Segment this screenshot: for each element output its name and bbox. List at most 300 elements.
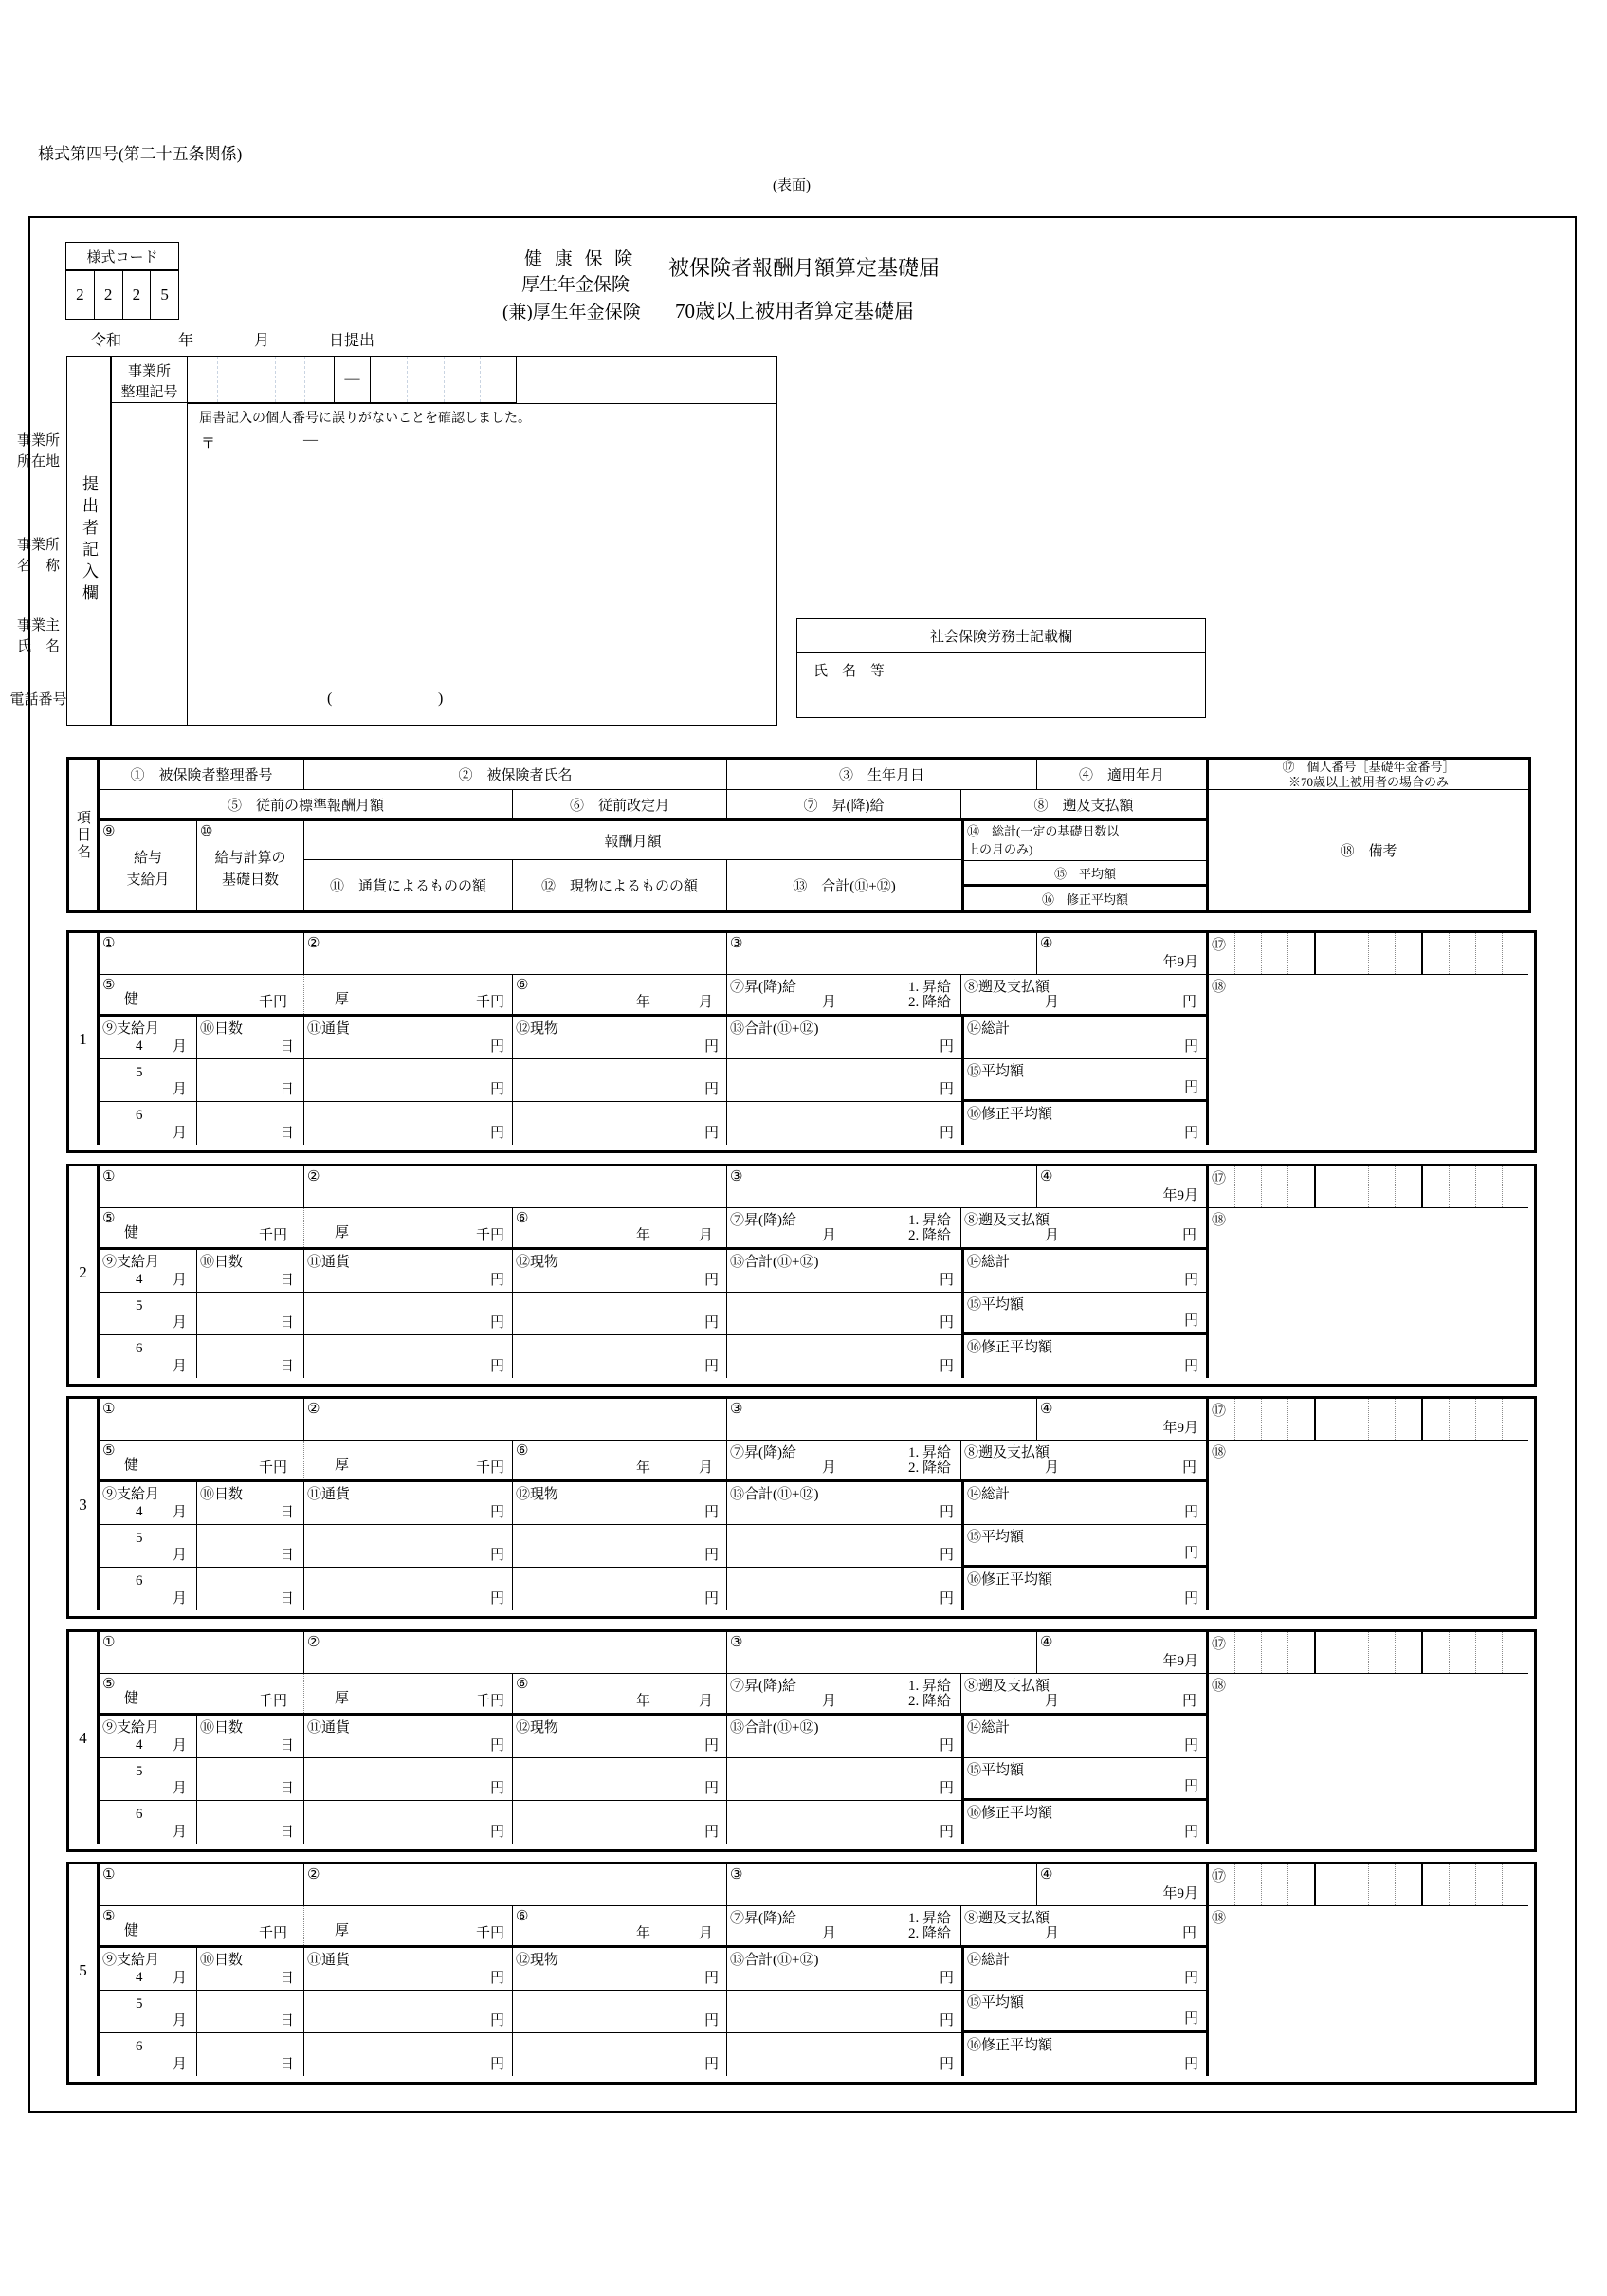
average-label: ⑮平均額 [967,1763,1025,1778]
record-block [66,1629,1537,1852]
retroactive-month-unit: 月 [1045,1926,1060,1941]
cell-previous-revision-label: ⑥ [516,1211,529,1226]
average-label: ⑮平均額 [967,1064,1025,1079]
cell-average[interactable] [961,1293,1209,1335]
form-code-cells [65,270,179,320]
cell-pay-month-4[interactable] [100,1017,197,1059]
cell-total-6[interactable] [727,2033,961,2076]
cell-previous-standard[interactable] [100,1674,513,1716]
cell-grand-total[interactable] [961,1017,1209,1059]
month-unit: 月 [172,1039,187,1055]
office-code-label-line2: 整理記号 [120,384,178,400]
cell-adjusted-average[interactable] [961,1335,1209,1378]
pension-amount-label: 厚 [335,992,350,1007]
cell-total-5[interactable] [727,1991,961,2033]
cell-salary-change[interactable] [727,975,961,1017]
cell-insured-name[interactable] [304,933,727,975]
cell-total-6[interactable] [727,1568,961,1610]
salary-change-month-unit: 月 [822,995,837,1010]
revision-month-unit: 月 [698,995,713,1010]
cell-inkind-6[interactable] [513,1102,727,1145]
cell-personal-number[interactable] [1209,933,1528,975]
day-unit: 日 [279,1082,294,1097]
revision-year-unit: 年 [636,1460,651,1476]
yen-unit: 円 [489,1082,504,1097]
cell-previous-revision[interactable] [513,975,727,1017]
form-number: 様式第四号(第二十五条関係) [38,145,243,163]
header-grand-total [961,821,1209,861]
cell-inkind-5[interactable] [513,1293,727,1335]
cell-total-4[interactable] [727,1482,961,1525]
cell-days-5[interactable] [197,1059,304,1102]
month-unit: 月 [172,1781,187,1796]
cell-remarks[interactable] [1209,1906,1528,2076]
labor-consultant-name-label: 氏 名 等 [813,664,886,679]
header-pay-month-line2: 支給月 [126,872,170,888]
cell-insured-name[interactable] [304,1864,727,1906]
yen-unit: 円 [703,2013,719,2029]
retroactive-yen-unit: 円 [1181,1694,1196,1709]
title-sub: 70歳以上被用者算定基礎届 [675,300,914,322]
cell-personal-number[interactable] [1209,1166,1528,1208]
submitter-label-column [111,356,188,726]
cell-apply-label: ④ [1040,936,1053,951]
side-label: (表面) [773,178,811,193]
cell-pay-month-6[interactable] [100,1568,197,1610]
month-unit: 月 [172,1315,187,1331]
month-unit: 月 [172,1359,187,1374]
month-5: 5 [136,1065,143,1080]
yen-unit: 円 [489,1781,504,1796]
cell-previous-standard[interactable] [100,975,513,1017]
cell-birthdate[interactable] [727,1399,1037,1441]
header-side-text: 項目名 [75,809,90,861]
cell-inkind-5[interactable] [513,1758,727,1801]
cell-insured-name-label: ② [307,1402,320,1417]
cell-average[interactable] [961,1758,1209,1801]
cell-retroactive-pay[interactable] [961,1674,1209,1716]
total-label: ⑬合計(⑪+⑫) [730,1021,819,1037]
cell-apply-yearmonth[interactable] [1037,1632,1209,1674]
yen-unit: 円 [703,1505,719,1520]
cell-retroactive-pay[interactable] [961,1441,1209,1482]
record-block [66,1164,1537,1387]
cell-birthdate[interactable] [727,1864,1037,1906]
title-ken-pension: (兼)厚生年金保険 [502,303,641,322]
cell-days-5[interactable] [197,1525,304,1568]
pay-month-label: ⑨支給月 [102,1255,160,1270]
cell-days-4[interactable] [197,1017,304,1059]
record-number: 4 [69,1632,100,1844]
grand-total-label: ⑭総計 [967,1021,1011,1037]
cell-total-5[interactable] [727,1758,961,1801]
cell-currency-4[interactable] [304,1482,513,1525]
cell-days-5[interactable] [197,1293,304,1335]
cell-adjusted-average[interactable] [961,1801,1209,1844]
cell-previous-standard-label: ⑤ [102,1909,116,1924]
salary-lower-option: 2. 降給 [907,1926,951,1941]
health-unit: 千円 [259,1694,288,1709]
month-unit: 月 [172,1505,187,1520]
date-year: 年 [178,333,194,349]
record-number: 2 [69,1166,100,1378]
cell-adjusted-average[interactable] [961,1568,1209,1610]
retroactive-yen-unit: 円 [1181,1926,1196,1941]
cell-inkind-5[interactable] [513,1991,727,2033]
office-name-label-line1: 事業所 [16,538,60,553]
column-header-table [66,757,1531,913]
yen-unit: 円 [703,1126,719,1141]
month-unit: 月 [172,1126,187,1141]
cell-apply-yearmonth[interactable] [1037,933,1209,975]
cell-insured-name[interactable] [304,1166,727,1208]
cell-previous-standard[interactable] [100,1208,513,1250]
yen-unit: 円 [1183,1738,1198,1754]
cell-inkind-4[interactable] [513,1716,727,1758]
cell-inkind-6[interactable] [513,1335,727,1378]
cell-apply-yearmonth[interactable] [1037,1864,1209,1906]
header-personal-number [1209,760,1528,790]
health-amount-label: 健 [124,1225,139,1240]
cell-remarks[interactable] [1209,1208,1528,1378]
cell-inkind-6[interactable] [513,1801,727,1844]
cell-pay-month-4[interactable] [100,1716,197,1758]
cell-retroactive-pay-label: ⑧遡及支払額 [964,980,1050,995]
cell-inkind-6[interactable] [513,2033,727,2076]
cell-currency-5[interactable] [304,1758,513,1801]
cell-salary-change-label: ⑦昇(降)給 [730,1445,796,1460]
cell-currency-4[interactable] [304,1250,513,1293]
cell-total-5[interactable] [727,1293,961,1335]
labor-consultant-input[interactable] [797,654,1205,717]
cell-personal-number[interactable] [1209,1632,1528,1674]
cell-pay-month-5[interactable] [100,1293,197,1335]
cell-previous-standard[interactable] [100,1441,513,1482]
cell-currency-4[interactable] [304,1017,513,1059]
yen-unit: 円 [939,1825,954,1840]
cell-pay-month-4[interactable] [100,1948,197,1991]
cell-adjusted-average[interactable] [961,2033,1209,2076]
retroactive-month-unit: 月 [1045,1694,1060,1709]
cell-previous-revision[interactable] [513,1208,727,1250]
yen-unit: 円 [489,1359,504,1374]
cell-average[interactable] [961,1059,1209,1102]
cell-insured-number[interactable] [100,1864,304,1906]
cell-grand-total[interactable] [961,1482,1209,1525]
yen-unit: 円 [1183,1825,1198,1840]
revision-month-unit: 月 [698,1694,713,1709]
cell-inkind-4[interactable] [513,1017,727,1059]
cell-remarks-label: ⑱ [1212,1213,1227,1228]
cell-pay-month-5[interactable] [100,1059,197,1102]
header-pay-month [100,821,197,910]
currency-label: ⑪通貨 [307,1953,351,1968]
day-unit: 日 [279,2013,294,2029]
cell-remarks-label: ⑱ [1212,1911,1227,1926]
cell-birthdate[interactable] [727,1166,1037,1208]
form-code-digit: 2 [76,285,84,303]
cell-previous-revision[interactable] [513,1906,727,1948]
cell-currency-5[interactable] [304,1059,513,1102]
days-label: ⑩日数 [200,1255,244,1270]
cell-total-4[interactable] [727,1250,961,1293]
header-remarks: ⑱ 備考 [1340,844,1397,859]
day-unit: 日 [279,1273,294,1288]
cell-days-6[interactable] [197,1801,304,1844]
owner-name-label-line2: 氏 名 [16,638,60,654]
cell-currency-4[interactable] [304,1948,513,1991]
cell-pay-month-4[interactable] [100,1482,197,1525]
cell-days-4[interactable] [197,1250,304,1293]
cell-insured-number[interactable] [100,1399,304,1441]
cell-days-4[interactable] [197,1716,304,1758]
cell-pay-month-4[interactable] [100,1250,197,1293]
cell-total-4[interactable] [727,1948,961,1991]
cell-pay-month-5[interactable] [100,1991,197,2033]
pension-unit: 千円 [475,1460,504,1476]
cell-grand-total[interactable] [961,1948,1209,1991]
cell-inkind-5[interactable] [513,1525,727,1568]
cell-total-6[interactable] [727,1335,961,1378]
cell-days-5[interactable] [197,1758,304,1801]
title-main: 被保険者報酬月額算定基礎届 [668,256,940,280]
yen-unit: 円 [939,1591,954,1607]
cell-apply-yearmonth[interactable] [1037,1166,1209,1208]
month-unit: 月 [172,1273,187,1288]
health-unit: 千円 [259,1460,288,1476]
pension-unit: 千円 [475,1694,504,1709]
cell-remarks[interactable] [1209,1441,1528,1610]
yen-unit: 円 [1183,1591,1198,1607]
cell-personal-number-label: ⑰ [1212,1171,1227,1186]
day-unit: 日 [279,2057,294,2072]
cell-pay-month-6[interactable] [100,1102,197,1145]
currency-label: ⑪通貨 [307,1720,351,1736]
cell-insured-number[interactable] [100,1166,304,1208]
cell-inkind-4[interactable] [513,1482,727,1525]
form-code-digit: 5 [150,271,178,319]
cell-personal-number[interactable] [1209,1864,1528,1906]
yen-unit: 円 [1183,1779,1198,1794]
cell-total-6[interactable] [727,1102,961,1145]
cell-retroactive-pay-label: ⑧遡及支払額 [964,1445,1050,1460]
cell-adjusted-average[interactable] [961,1102,1209,1145]
cell-birthdate[interactable] [727,1632,1037,1674]
days-label: ⑩日数 [200,1953,244,1968]
cell-total-5[interactable] [727,1059,961,1102]
office-name-label [0,536,77,578]
cell-currency-5[interactable] [304,1525,513,1568]
title-pension-insurance: 厚生年金保険 [521,275,630,295]
office-code-input-1[interactable] [189,357,334,402]
day-unit: 日 [279,1315,294,1331]
health-unit: 千円 [259,1228,288,1243]
office-code-dash: ― [334,356,371,403]
cell-total-4[interactable] [727,1716,961,1758]
yen-unit: 円 [703,1315,719,1331]
cell-inkind-4[interactable] [513,1250,727,1293]
cell-insured-number-label: ① [102,936,116,951]
form-code-digit: 2 [122,271,151,319]
cell-average[interactable] [961,1991,1209,2033]
health-unit: 千円 [259,1926,288,1941]
cell-insured-name[interactable] [304,1399,727,1441]
date-month: 月 [254,333,270,349]
revision-month-unit: 月 [698,1926,713,1941]
adjusted-average-label: ⑯修正平均額 [967,1340,1053,1355]
owner-name-label-line1: 事業主 [16,618,60,634]
cell-remarks[interactable] [1209,975,1528,1145]
header-personal-number-line2: ※70歳以上被用者の場合のみ [1287,774,1449,789]
revision-year-unit: 年 [636,1228,651,1243]
retroactive-yen-unit: 円 [1181,1460,1196,1476]
cell-currency-6[interactable] [304,1801,513,1844]
submitter-input-area[interactable] [188,403,777,726]
average-label: ⑮平均額 [967,1297,1025,1313]
header-personal-number-line1: ⑰ 個人番号［基礎年金番号］ [1282,760,1455,774]
header-birthdate: ③ 生年月日 [727,760,1037,790]
cell-retroactive-pay[interactable] [961,1208,1209,1250]
days-label: ⑩日数 [200,1720,244,1736]
cell-insured-name-label: ② [307,1635,320,1650]
header-side-label [69,760,100,910]
health-amount-label: 健 [124,1691,139,1706]
yen-unit: 円 [703,1548,719,1563]
cell-days-6[interactable] [197,1102,304,1145]
cell-currency-6[interactable] [304,1335,513,1378]
form-code-digit: 2 [94,271,122,319]
month-5: 5 [136,1531,143,1546]
cell-apply-label: ④ [1040,1635,1053,1650]
cell-previous-revision-label: ⑥ [516,1443,529,1459]
cell-previous-revision[interactable] [513,1441,727,1482]
cell-currency-6[interactable] [304,1102,513,1145]
header-base-days [197,821,304,910]
pension-amount-label: 厚 [335,1225,350,1240]
cell-currency-6[interactable] [304,2033,513,2076]
cell-personal-number-label: ⑰ [1212,938,1227,953]
adjusted-average-label: ⑯修正平均額 [967,2038,1053,2053]
month-6: 6 [136,1341,143,1356]
cell-grand-total[interactable] [961,1250,1209,1293]
yen-unit: 円 [489,1825,504,1840]
pay-month-label: ⑨支給月 [102,1021,160,1037]
yen-unit: 円 [489,2057,504,2072]
cell-salary-change[interactable] [727,1674,961,1716]
pension-unit: 千円 [475,995,504,1010]
header-currency-amount: ⑪ 通貨によるものの額 [304,860,513,910]
cell-total-5[interactable] [727,1525,961,1568]
yen-unit: 円 [939,1082,954,1097]
cell-currency-5[interactable] [304,1293,513,1335]
cell-inkind-6[interactable] [513,1568,727,1610]
cell-total-6[interactable] [727,1801,961,1844]
cell-pay-month-6[interactable] [100,2033,197,2076]
grand-total-label: ⑭総計 [967,1953,1011,1968]
yen-unit: 円 [703,1082,719,1097]
cell-inkind-4[interactable] [513,1948,727,1991]
cell-currency-5[interactable] [304,1991,513,2033]
cell-total-4[interactable] [727,1017,961,1059]
cell-retroactive-pay-label: ⑧遡及支払額 [964,1679,1050,1694]
currency-label: ⑪通貨 [307,1021,351,1037]
yen-unit: 円 [1183,2011,1198,2027]
salary-raise-option: 1. 昇給 [907,1911,951,1926]
cell-days-6[interactable] [197,1335,304,1378]
cell-salary-change[interactable] [727,1906,961,1948]
grand-total-label: ⑭総計 [967,1487,1011,1502]
cell-currency-6[interactable] [304,1568,513,1610]
phone-paren-close: ) [438,690,444,707]
cell-currency-4[interactable] [304,1716,513,1758]
cell-grand-total[interactable] [961,1716,1209,1758]
cell-birthdate-label: ③ [730,1169,743,1185]
salary-raise-option: 1. 昇給 [907,1445,951,1460]
day-unit: 日 [279,1971,294,1986]
header-base-days-num: ⑩ [200,824,213,839]
header-remuneration-group: 報酬月額 [304,821,961,860]
yen-unit: 円 [1183,1359,1198,1374]
cell-pay-month-5[interactable] [100,1758,197,1801]
cell-birthdate-label: ③ [730,1867,743,1883]
header-adjusted-average: ⑯ 修正平均額 [961,887,1209,910]
cell-apply-yearmonth[interactable] [1037,1399,1209,1441]
cell-days-4[interactable] [197,1948,304,1991]
header-base-days-line2: 基礎日数 [221,872,279,888]
cell-insured-name[interactable] [304,1632,727,1674]
cell-inkind-5[interactable] [513,1059,727,1102]
date-submit: 日提出 [329,333,375,349]
cell-previous-standard[interactable] [100,1906,513,1948]
cell-pay-month-6[interactable] [100,1801,197,1844]
cell-birthdate[interactable] [727,933,1037,975]
yen-unit: 円 [489,1505,504,1520]
office-code-input-2[interactable] [372,357,516,402]
cell-retroactive-pay[interactable] [961,975,1209,1017]
days-label: ⑩日数 [200,1487,244,1502]
phone-label: 電話番号 [9,692,67,707]
cell-days-6[interactable] [197,1568,304,1610]
retroactive-yen-unit: 円 [1181,1228,1196,1243]
cell-previous-revision-label: ⑥ [516,978,529,993]
cell-personal-number-label: ⑰ [1212,1637,1227,1652]
cell-days-6[interactable] [197,2033,304,2076]
header-pay-month-num: ⑨ [102,824,116,839]
cell-previous-revision[interactable] [513,1674,727,1716]
cell-days-4[interactable] [197,1482,304,1525]
cell-retroactive-pay[interactable] [961,1906,1209,1948]
month-unit: 月 [172,1082,187,1097]
revision-month-unit: 月 [698,1228,713,1243]
grand-total-label: ⑭総計 [967,1255,1011,1270]
month-unit: 月 [172,1971,187,1986]
cell-pay-month-6[interactable] [100,1335,197,1378]
cell-pay-month-5[interactable] [100,1525,197,1568]
cell-days-5[interactable] [197,1991,304,2033]
yen-unit: 円 [939,1359,954,1374]
yen-unit: 円 [939,1315,954,1331]
cell-average[interactable] [961,1525,1209,1568]
inkind-label: ⑫現物 [516,1953,559,1968]
cell-previous-revision-label: ⑥ [516,1909,529,1924]
cell-salary-change[interactable] [727,1208,961,1250]
cell-insured-number[interactable] [100,933,304,975]
cell-insured-number[interactable] [100,1632,304,1674]
cell-remarks[interactable] [1209,1674,1528,1844]
cell-salary-change[interactable] [727,1441,961,1482]
cell-personal-number[interactable] [1209,1399,1528,1441]
cell-previous-standard-label: ⑤ [102,1677,116,1692]
